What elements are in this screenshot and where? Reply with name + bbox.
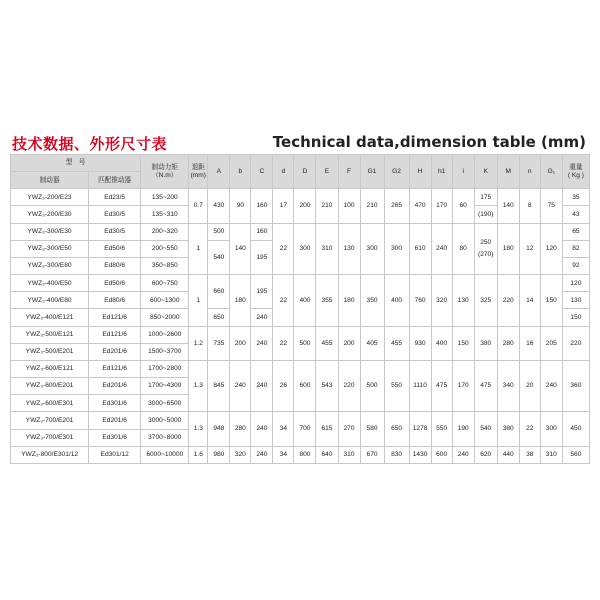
- cell-torque: 600~750: [141, 275, 189, 292]
- cell-brake: YWZ₃-500/E121: [11, 326, 89, 343]
- cell-C: 240: [251, 326, 273, 360]
- cell-M: 440: [497, 446, 519, 463]
- cell-d: 22: [273, 275, 294, 326]
- cell-n: 22: [519, 412, 540, 446]
- cell-D: 200: [294, 189, 316, 223]
- cell-retreat: 1: [189, 223, 208, 274]
- cell-h1: 550: [431, 412, 452, 446]
- table-row: [11, 275, 590, 292]
- cell-n: 14: [519, 275, 540, 326]
- header-row-1: [11, 155, 590, 172]
- cell-pusher: Ed23/5: [89, 189, 141, 206]
- cell-brake: YWZ₃-600/E201: [11, 378, 89, 395]
- cell-Gn: 205: [540, 326, 562, 360]
- header-D: D: [294, 155, 316, 189]
- cell-b: 180: [230, 275, 251, 326]
- cell-i: 190: [452, 412, 474, 446]
- cell-G2: 300: [384, 223, 409, 274]
- cell-G1: 405: [360, 326, 384, 360]
- header-torque: 制动力矩 （N.m）: [141, 155, 189, 189]
- cell-b: 200: [230, 326, 251, 360]
- cell-h1: 600: [431, 446, 452, 463]
- cell-i: 240: [452, 446, 474, 463]
- cell-n: 12: [519, 223, 540, 274]
- cell-torque: 3000~6500: [141, 395, 189, 412]
- cell-weight: 150: [562, 309, 589, 326]
- cell-torque: 3000~5000: [141, 412, 189, 429]
- cell-torque: 600~1300: [141, 292, 189, 309]
- table-row: [11, 223, 590, 240]
- cell-M: 140: [497, 189, 519, 223]
- cell-torque: 6000~10000: [141, 446, 189, 463]
- cell-pusher: Ed30/5: [89, 206, 141, 223]
- cell-H: 1430: [409, 446, 431, 463]
- cell-h1: 170: [431, 189, 452, 223]
- cell-G2: 455: [384, 326, 409, 360]
- cell-C: 240: [251, 360, 273, 411]
- cell-d: 22: [273, 223, 294, 274]
- cell-d: 26: [273, 360, 294, 411]
- cell-b: 280: [230, 412, 251, 446]
- cell-weight: 120: [562, 275, 589, 292]
- cell-C: 240: [251, 309, 273, 326]
- cell-brake: YWZ₃-400/E80: [11, 292, 89, 309]
- cell-E: 310: [316, 223, 338, 274]
- cell-b: 320: [230, 446, 251, 463]
- cell-torque: 350~850: [141, 257, 189, 274]
- cell-G2: 650: [384, 412, 409, 446]
- cell-E: 210: [316, 189, 338, 223]
- cell-E: 615: [316, 412, 338, 446]
- cell-torque: 1700~2800: [141, 360, 189, 377]
- cell-A: 980: [208, 446, 230, 463]
- cell-i: 80: [452, 223, 474, 274]
- cell-weight: 65: [562, 223, 589, 240]
- cell-h1: 400: [431, 326, 452, 360]
- cell-G1: 580: [360, 412, 384, 446]
- header-d: d: [273, 155, 294, 189]
- cell-G2: 550: [384, 360, 409, 411]
- cell-brake: YWZ₃-700/E301: [11, 429, 89, 446]
- cell-torque: 1000~2600: [141, 326, 189, 343]
- header-i: i: [452, 155, 474, 189]
- cell-A: 500: [208, 223, 230, 240]
- cell-C: 160: [251, 223, 273, 240]
- cell-b: 240: [230, 360, 251, 411]
- cell-D: 600: [294, 360, 316, 411]
- cell-i: 130: [452, 275, 474, 326]
- cell-Gn: 310: [540, 446, 562, 463]
- cell-E: 640: [316, 446, 338, 463]
- cell-torque: 1500~3700: [141, 343, 189, 360]
- cell-weight: 360: [562, 360, 589, 411]
- cell-h1: 240: [431, 223, 452, 274]
- cell-E: 543: [316, 360, 338, 411]
- cell-F: 220: [338, 360, 360, 411]
- cell-brake: YWZ₃-300/E80: [11, 257, 89, 274]
- cell-D: 800: [294, 446, 316, 463]
- cell-d: 17: [273, 189, 294, 223]
- header-h1: h1: [431, 155, 452, 189]
- cell-i: 150: [452, 326, 474, 360]
- cell-retreat: 1.3: [189, 412, 208, 446]
- header-brake: 制动器: [11, 172, 89, 189]
- header-M: M: [497, 155, 519, 189]
- cell-weight: 35: [562, 189, 589, 206]
- cell-weight: 450: [562, 412, 589, 446]
- cell-F: 200: [338, 326, 360, 360]
- cell-G2: 400: [384, 275, 409, 326]
- cell-weight: 82: [562, 240, 589, 257]
- cell-brake: YWZ₃-600/E301: [11, 395, 89, 412]
- cell-A: 735: [208, 326, 230, 360]
- cell-h1: 475: [431, 360, 452, 411]
- cell-pusher: Ed201/6: [89, 343, 141, 360]
- spec-table: [10, 154, 590, 464]
- cell-K: (190): [474, 206, 497, 223]
- cell-torque: 850~2000: [141, 309, 189, 326]
- cell-pusher: Ed121/6: [89, 309, 141, 326]
- cell-pusher: Ed80/6: [89, 292, 141, 309]
- cell-brake: YWZ₃-400/E121: [11, 309, 89, 326]
- cell-Gn: 75: [540, 189, 562, 223]
- header-n: n: [519, 155, 540, 189]
- cell-H: 930: [409, 326, 431, 360]
- cell-M: 340: [497, 360, 519, 411]
- header-G1: G1: [360, 155, 384, 189]
- cell-A: 650: [208, 309, 230, 326]
- cell-torque: 1700~4300: [141, 378, 189, 395]
- header-model: 型 号: [11, 155, 141, 172]
- cell-Gn: 150: [540, 275, 562, 326]
- cell-K: 475: [474, 360, 497, 411]
- cell-A: 660: [208, 275, 230, 309]
- table-row: [11, 360, 590, 377]
- cell-weight: 92: [562, 257, 589, 274]
- table-row: [11, 326, 590, 343]
- cell-H: 470: [409, 189, 431, 223]
- cell-G1: 670: [360, 446, 384, 463]
- cell-pusher: Ed301/6: [89, 395, 141, 412]
- cell-C: 240: [251, 412, 273, 446]
- cell-C: 195: [251, 275, 273, 309]
- cell-A: 430: [208, 189, 230, 223]
- table-row: [11, 412, 590, 429]
- cell-A: 845: [208, 360, 230, 411]
- cell-pusher: Ed121/6: [89, 326, 141, 343]
- cell-torque: 3700~8000: [141, 429, 189, 446]
- cell-brake: YWZ₃-600/E121: [11, 360, 89, 377]
- cell-F: 270: [338, 412, 360, 446]
- cell-weight: 220: [562, 326, 589, 360]
- cell-pusher: Ed201/6: [89, 378, 141, 395]
- cell-weight: 130: [562, 292, 589, 309]
- table-row: [11, 446, 590, 463]
- cell-K: 250 (270): [474, 223, 497, 274]
- cell-K: 380: [474, 326, 497, 360]
- header-A: A: [208, 155, 230, 189]
- cell-H: 1110: [409, 360, 431, 411]
- cell-H: 760: [409, 275, 431, 326]
- cell-F: 130: [338, 223, 360, 274]
- cell-retreat: 1.6: [189, 446, 208, 463]
- cell-E: 455: [316, 326, 338, 360]
- header-b: b: [230, 155, 251, 189]
- cell-b: 140: [230, 223, 251, 274]
- cell-pusher: Ed121/6: [89, 360, 141, 377]
- title-english: Technical data,dimension table (mm): [272, 133, 586, 151]
- cell-brake: YWZ₃-200/E23: [11, 189, 89, 206]
- header-H: H: [409, 155, 431, 189]
- cell-brake: YWZ₃-700/E201: [11, 412, 89, 429]
- cell-n: 20: [519, 360, 540, 411]
- cell-G1: 300: [360, 223, 384, 274]
- cell-Gn: 300: [540, 412, 562, 446]
- cell-brake: YWZ₃-200/E30: [11, 206, 89, 223]
- cell-brake: YWZ₃-300/E50: [11, 240, 89, 257]
- cell-K: 620: [474, 446, 497, 463]
- cell-weight: 43: [562, 206, 589, 223]
- cell-pusher: Ed80/6: [89, 257, 141, 274]
- cell-H: 1278: [409, 412, 431, 446]
- cell-pusher: Ed201/6: [89, 412, 141, 429]
- cell-pusher: Ed301/6: [89, 429, 141, 446]
- header-C: C: [251, 155, 273, 189]
- cell-d: 22: [273, 326, 294, 360]
- cell-pusher: Ed50/6: [89, 240, 141, 257]
- cell-K: 540: [474, 412, 497, 446]
- cell-D: 700: [294, 412, 316, 446]
- cell-b: 90: [230, 189, 251, 223]
- cell-G2: 830: [384, 446, 409, 463]
- cell-brake: YWZ₃-300/E30: [11, 223, 89, 240]
- cell-h1: 320: [431, 275, 452, 326]
- cell-E: 355: [316, 275, 338, 326]
- cell-G1: 350: [360, 275, 384, 326]
- cell-M: 220: [497, 275, 519, 326]
- cell-d: 34: [273, 412, 294, 446]
- header-E: E: [316, 155, 338, 189]
- header-G2: G2: [384, 155, 409, 189]
- cell-retreat: 1: [189, 275, 208, 326]
- header-weight: 重量 ( Kg ): [562, 155, 589, 189]
- cell-M: 180: [497, 223, 519, 274]
- cell-A: 948: [208, 412, 230, 446]
- cell-G2: 265: [384, 189, 409, 223]
- cell-G1: 210: [360, 189, 384, 223]
- cell-Gn: 240: [540, 360, 562, 411]
- cell-D: 400: [294, 275, 316, 326]
- cell-brake: YWZ₃-800/E301/12: [11, 446, 89, 463]
- cell-pusher: Ed30/5: [89, 223, 141, 240]
- cell-F: 180: [338, 275, 360, 326]
- cell-brake: YWZ₃-500/E201: [11, 343, 89, 360]
- title-chinese: 技术数据、外形尺寸表: [12, 135, 168, 153]
- cell-torque: 200~550: [141, 240, 189, 257]
- header-retreat: 退距 (mm): [189, 155, 208, 189]
- cell-K: 175: [474, 189, 497, 206]
- cell-retreat: 1.3: [189, 360, 208, 411]
- cell-M: 280: [497, 326, 519, 360]
- header-F: F: [338, 155, 360, 189]
- table-row: [11, 189, 590, 206]
- cell-torque: 200~320: [141, 223, 189, 240]
- cell-torque: 135~200: [141, 189, 189, 206]
- cell-retreat: 1.2: [189, 326, 208, 360]
- cell-D: 500: [294, 326, 316, 360]
- cell-weight: 560: [562, 446, 589, 463]
- cell-F: 310: [338, 446, 360, 463]
- cell-d: 34: [273, 446, 294, 463]
- cell-torque: 135~310: [141, 206, 189, 223]
- cell-brake: YWZ₃-400/E50: [11, 275, 89, 292]
- cell-K: 325: [474, 275, 497, 326]
- cell-Gn: 120: [540, 223, 562, 274]
- cell-n: 38: [519, 446, 540, 463]
- cell-pusher: Ed301/12: [89, 446, 141, 463]
- cell-C: 240: [251, 446, 273, 463]
- cell-n: 16: [519, 326, 540, 360]
- header-Gn: G₁: [540, 155, 562, 189]
- cell-retreat: 0.7: [189, 189, 208, 223]
- cell-n: 8: [519, 189, 540, 223]
- cell-M: 380: [497, 412, 519, 446]
- cell-pusher: Ed50/6: [89, 275, 141, 292]
- cell-H: 610: [409, 223, 431, 274]
- cell-i: 60: [452, 189, 474, 223]
- cell-C: 195: [251, 240, 273, 274]
- cell-i: 170: [452, 360, 474, 411]
- header-K: K: [474, 155, 497, 189]
- cell-G1: 500: [360, 360, 384, 411]
- cell-A: 540: [208, 240, 230, 274]
- cell-D: 300: [294, 223, 316, 274]
- cell-C: 160: [251, 189, 273, 223]
- cell-F: 100: [338, 189, 360, 223]
- header-pusher: 匹配推动器: [89, 172, 141, 189]
